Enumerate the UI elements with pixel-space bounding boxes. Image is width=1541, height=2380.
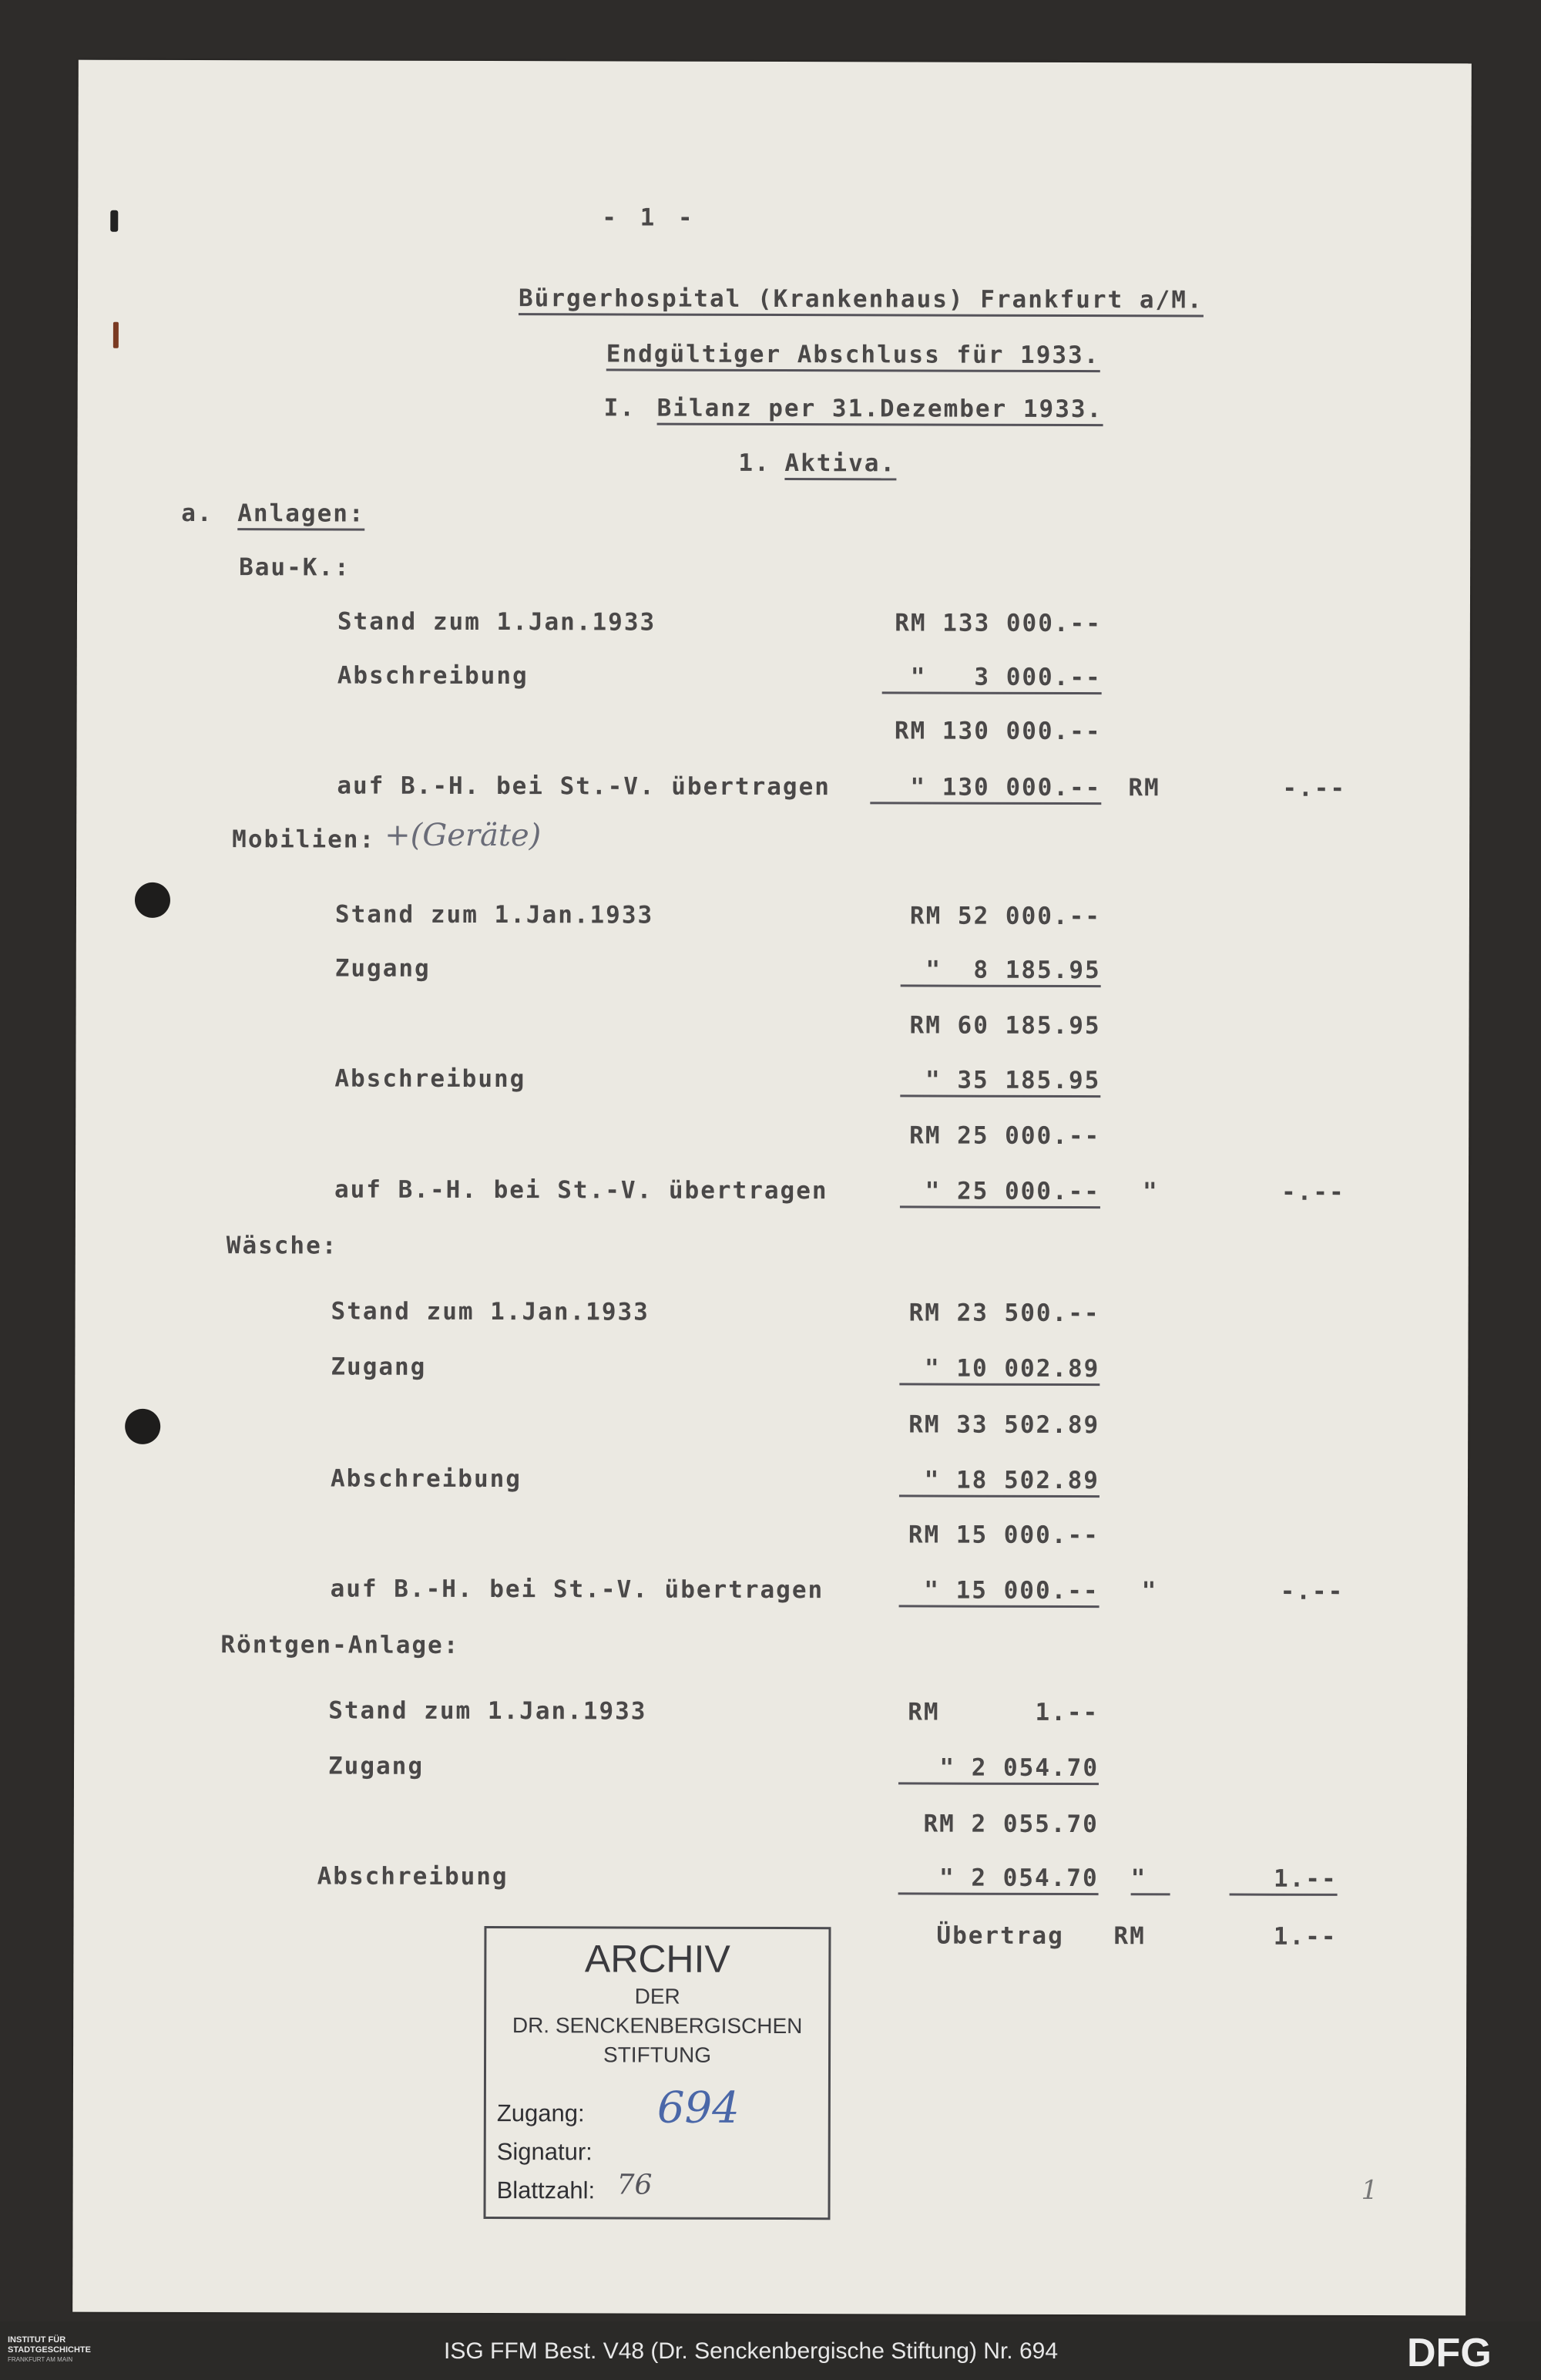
mobilien-stand-amount: RM 52 000.-- [909, 902, 1101, 931]
bau-transfer-amount: " 130 000.-- [870, 773, 1101, 805]
header-title: Bürgerhospital (Krankenhaus) Frankfurt a/M. [519, 284, 1204, 317]
roentgen-abschreibung-amount: " 2 054.70 [898, 1864, 1099, 1895]
handwritten-note: +(Geräte) [384, 817, 542, 854]
roentgen-col-value: 1.-- [1230, 1865, 1338, 1896]
bau-stand-amount: RM 133 000.-- [895, 609, 1102, 638]
waesche-subtotal-1: RM 33 502.89 [908, 1410, 1100, 1440]
dfg-logo [1407, 2331, 1523, 2371]
mobilien-col-value: -.-- [1281, 1178, 1345, 1206]
mobilien-col-currency: " [1142, 1178, 1159, 1206]
mobilien-heading: Mobilien: [232, 825, 376, 854]
stamp-signatur-label: Signatur: [496, 2138, 593, 2166]
stamp-line-institution: DR. SENCKENBERGISCHEN [512, 2013, 803, 2039]
balance-title: Bilanz per 31.Dezember 1933. [657, 395, 1103, 427]
waesche-stand-label: Stand zum 1.Jan.1933 [331, 1297, 650, 1326]
waesche-col-currency: " [1141, 1577, 1158, 1605]
roentgen-abschreibung-label: Abschreibung [317, 1862, 509, 1891]
page-number: - 1 - [602, 203, 697, 232]
bau-col-value: -.-- [1282, 774, 1347, 802]
institute-line-3: FRANKFURT AM MAIN [8, 2356, 73, 2363]
section-a-title: Anlagen: [237, 499, 364, 530]
waesche-abschreibung-label: Abschreibung [330, 1464, 522, 1494]
corner-page-mark: 1 [1361, 2175, 1378, 2207]
mobilien-transfer-amount: " 25 000.-- [900, 1177, 1100, 1208]
bau-heading: Bau-K.: [239, 553, 351, 582]
stamp-blattzahl-value: 76 [616, 2169, 653, 2201]
archive-stamp [483, 1926, 831, 2220]
bau-subtotal: RM 130 000.-- [894, 717, 1102, 746]
uebertrag-currency: RM [1113, 1922, 1146, 1951]
waesche-zugang-amount: " 10 002.89 [899, 1354, 1100, 1386]
bau-abschreibung-amount: " 3 000.-- [882, 663, 1102, 694]
waesche-transfer-label: auf B.-H. bei St.-V. übertragen [330, 1575, 824, 1605]
bau-stand-label: Stand zum 1.Jan.1933 [337, 607, 656, 637]
stamp-zugang-value: 694 [656, 2082, 740, 2133]
roentgen-col-currency: " [1131, 1864, 1170, 1895]
roentgen-heading: Röntgen-Anlage: [220, 1631, 460, 1659]
document-page [72, 60, 1472, 2316]
roentgen-subtotal: RM 2 055.70 [923, 1810, 1099, 1839]
bau-abschreibung-label: Abschreibung [337, 661, 529, 691]
waesche-heading: Wäsche: [226, 1232, 338, 1260]
waesche-abschreibung-amount: " 18 502.89 [899, 1466, 1100, 1498]
waesche-col-value: -.-- [1280, 1577, 1345, 1605]
bau-transfer-label: auf B.-H. bei St.-V. übertragen [337, 771, 831, 802]
uebertrag-value: 1.-- [1273, 1922, 1338, 1951]
punch-hole [135, 882, 170, 918]
header-subtitle: Endgültiger Abschluss für 1933. [606, 340, 1100, 372]
bau-col-currency: RM [1128, 774, 1160, 802]
mobilien-zugang-label: Zugang [334, 954, 431, 983]
institute-line-2: STADTGESCHICHTE [8, 2345, 91, 2355]
mobilien-subtotal-1: RM 60 185.95 [909, 1011, 1101, 1040]
stamp-blattzahl-label: Blattzahl: [496, 2177, 596, 2204]
institute-line-1: INSTITUT FÜR [8, 2335, 66, 2345]
footer-bar [0, 2321, 1541, 2380]
mobilien-abschreibung-amount: " 35 185.95 [900, 1066, 1100, 1098]
svg-text:DFG: DFG [1407, 2331, 1492, 2371]
aktiva-title: Aktiva. [784, 449, 896, 480]
punch-hole [125, 1409, 160, 1444]
roentgen-zugang-amount: " 2 054.70 [898, 1753, 1099, 1785]
mobilien-stand-label: Stand zum 1.Jan.1933 [334, 900, 654, 929]
mobilien-transfer-label: auf B.-H. bei St.-V. übertragen [334, 1175, 828, 1205]
balance-prefix: I. [603, 394, 636, 422]
waesche-zugang-label: Zugang [331, 1353, 427, 1381]
edge-mark [110, 210, 118, 232]
roentgen-stand-label: Stand zum 1.Jan.1933 [328, 1696, 647, 1726]
roentgen-stand-amount: RM 1.-- [908, 1698, 1100, 1727]
mobilien-zugang-amount: " 8 185.95 [901, 956, 1101, 987]
archive-caption: ISG FFM Best. V48 (Dr. Senckenbergische Stiftung) Nr. 694 [444, 2338, 1059, 2364]
aktiva-prefix: 1. [738, 449, 770, 477]
section-a-prefix: a. [181, 499, 213, 528]
mobilien-abschreibung-label: Abschreibung [334, 1064, 526, 1094]
stamp-line-stiftung: STIFTUNG [603, 2042, 712, 2067]
mobilien-subtotal-2: RM 25 000.-- [909, 1121, 1101, 1151]
roentgen-zugang-label: Zugang [327, 1752, 425, 1780]
waesche-stand-amount: RM 23 500.-- [908, 1299, 1100, 1328]
waesche-subtotal-2: RM 15 000.-- [908, 1521, 1100, 1550]
uebertrag-label: Übertrag [936, 1921, 1064, 1950]
stamp-line-der: DER [634, 1984, 680, 2009]
stamp-zugang-label: Zugang: [496, 2099, 585, 2127]
stamp-title: ARCHIV [584, 1937, 730, 1981]
edge-mark [113, 322, 119, 348]
waesche-transfer-amount: " 15 000.-- [899, 1576, 1100, 1608]
